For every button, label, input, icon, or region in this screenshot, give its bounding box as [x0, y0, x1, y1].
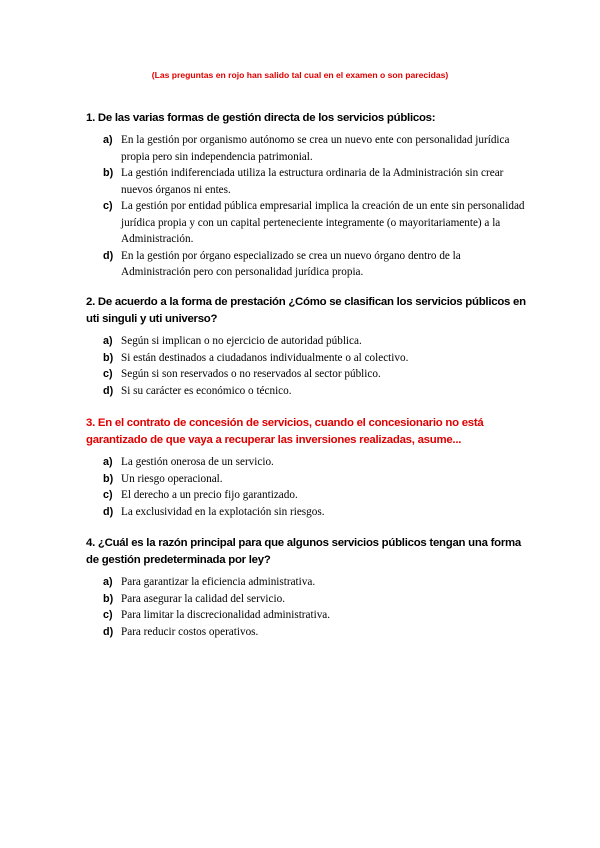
option-text: La exclusividad en la explotación sin riesgos.	[121, 505, 325, 518]
option-letter: d)	[103, 505, 114, 518]
option-d	[86, 248, 526, 281]
option-text: En la gestión por órgano especializado se crea un nuevo órgano dentro de la Administración pero con personalidad jurídica propia.	[121, 249, 461, 278]
option-text: Si su carácter es económico o técnico.	[121, 384, 292, 397]
option-a	[86, 132, 526, 165]
option-text: Según si implican o no ejercicio de autoridad pública.	[121, 335, 362, 347]
option-text: La gestión indiferenciada utiliza la estructura ordinaria de la Administración sin crear nuevos órganos ni entes.	[121, 167, 504, 196]
option-a	[86, 333, 526, 350]
question-1	[86, 110, 526, 281]
option-c	[86, 198, 526, 248]
option-d	[86, 383, 526, 400]
option-b	[86, 591, 526, 608]
option-text: Un riesgo operacional.	[121, 472, 223, 485]
question-title: 4. ¿Cuál es la razón principal para que algunos servicios públicos tengan una forma de gestión predeterminada por ley?	[86, 537, 521, 566]
option-letter: d)	[103, 625, 114, 638]
option-c	[86, 607, 526, 624]
question-3	[86, 415, 526, 520]
option-text: Para reducir costos operativos.	[121, 625, 259, 638]
option-a	[86, 454, 526, 471]
option-b	[86, 165, 526, 198]
option-letter: c)	[103, 368, 113, 380]
option-b	[86, 471, 526, 488]
option-text: Para asegurar la calidad del servicio.	[121, 592, 286, 605]
question-4	[86, 535, 526, 640]
option-text: Si están destinados a ciudadanos individualmente o al colectivo.	[121, 351, 409, 364]
question-title: 1. De las varias formas de gestión directa de los servicios públicos:	[86, 112, 436, 124]
option-d	[86, 504, 526, 521]
option-b	[86, 350, 526, 367]
exam-notice: (Las preguntas en rojo han salido tal cual en el examen o son parecidas)	[151, 70, 449, 80]
option-text: En la gestión por organismo autónomo se crea un nuevo ente con personalidad jurídica propia pero sin independencia patrimonial.	[121, 134, 510, 163]
question-2	[86, 294, 526, 399]
option-text: La gestión onerosa de un servicio.	[121, 456, 274, 468]
option-text: Para limitar la discrecionalidad administrativa.	[121, 609, 331, 621]
question-title: 3. En el contrato de concesión de servicios, cuando el concesionario no está garantizado de que vaya a recuperar las inversiones realizadas, asume...	[86, 417, 484, 446]
option-letter: c)	[103, 489, 113, 501]
option-letter: a)	[103, 456, 113, 468]
option-a	[86, 574, 526, 591]
option-d	[86, 624, 526, 641]
option-letter: a)	[103, 134, 113, 146]
option-letter: c)	[103, 200, 113, 212]
option-text: Según si son reservados o no reservados al sector público.	[121, 368, 381, 380]
option-letter: a)	[103, 335, 113, 347]
option-letter: b)	[103, 472, 114, 485]
option-c	[86, 366, 526, 383]
question-title: 2. De acuerdo a la forma de prestación ¿Cómo se clasifican los servicios públicos en uti singuli y uti universo?	[86, 296, 526, 325]
option-text: Para garantizar la eficiencia administrativa.	[121, 576, 316, 588]
option-letter: a)	[103, 576, 113, 588]
option-text: La gestión por entidad pública empresarial implica la creación de un ente sin personalidad jurídica propia y con un capital perteneciente integramente (o mayoritariamente) a la Administración.	[121, 200, 525, 245]
option-letter: b)	[103, 351, 114, 364]
option-letter: b)	[103, 592, 114, 605]
option-c	[86, 487, 526, 504]
option-text: El derecho a un precio fijo garantizado.	[121, 489, 298, 501]
option-letter: b)	[103, 167, 114, 179]
option-letter: d)	[103, 249, 114, 262]
option-letter: d)	[103, 384, 114, 397]
option-letter: c)	[103, 609, 113, 621]
